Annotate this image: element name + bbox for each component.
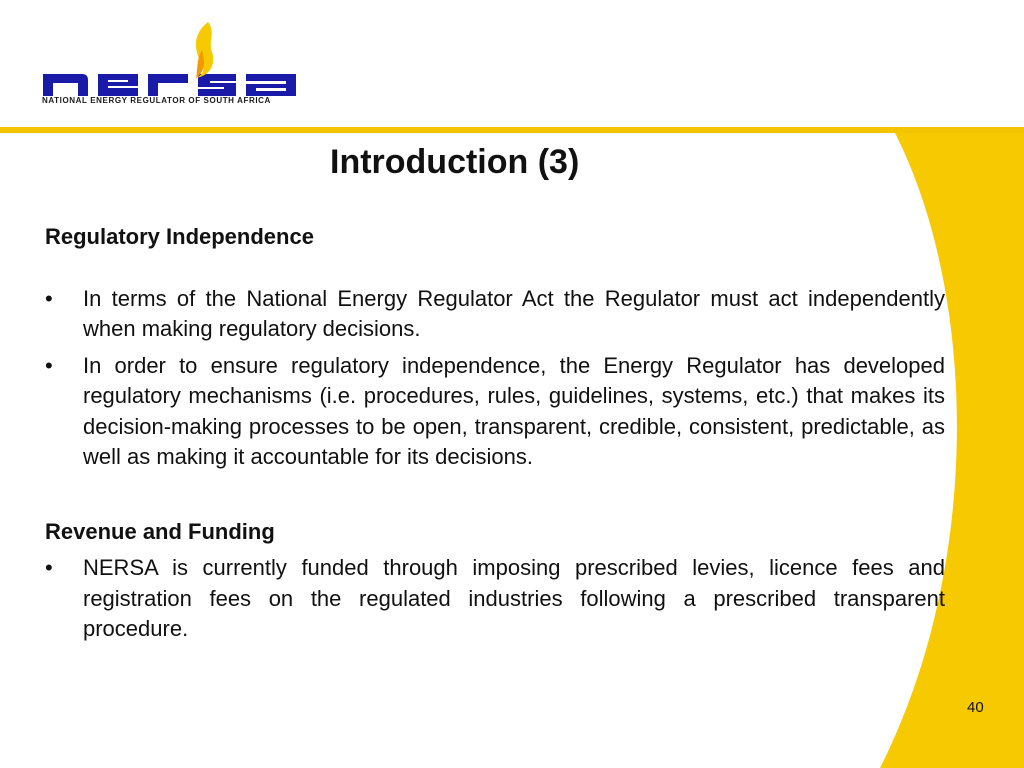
bullet-text: NERSA is currently funded through imposing prescribed levies, licence fees and registration fees on the regulated industries following a prescribed transparent procedure. [83,555,945,641]
page-number: 40 [967,699,984,716]
list-item [45,351,945,473]
bullet-icon: • [45,285,53,311]
slide-title: Introduction (3) [330,143,580,181]
bullet-list-regulatory-independence [45,284,945,473]
section-heading-regulatory-independence: Regulatory Independence [45,224,314,249]
list-item [45,284,945,345]
bullet-list-revenue-funding [45,553,945,645]
bullet-icon: • [45,555,53,580]
bullet-icon: • [45,352,53,378]
list-item [45,553,945,645]
nersa-logo [40,20,302,112]
nersa-wordmark-icon [40,20,302,102]
bullet-text: In terms of the National Energy Regulator Act the Regulator must act independently when making regulatory decisions. [83,285,945,341]
slide-content [45,222,945,651]
bullet-text: In order to ensure regulatory independence, the Energy Regulator has developed regulatory mechanisms (i.e. procedures, rules, guidelines, systems, etc.) that makes its decision-making processes to be open, transparent, credible, consistent, predictable, as well as making it accountable for its decisions. [83,352,945,469]
logo-tagline: NATIONAL ENERGY REGULATOR OF SOUTH AFRICA [42,96,271,105]
section-heading-revenue-funding: Revenue and Funding [45,518,275,544]
